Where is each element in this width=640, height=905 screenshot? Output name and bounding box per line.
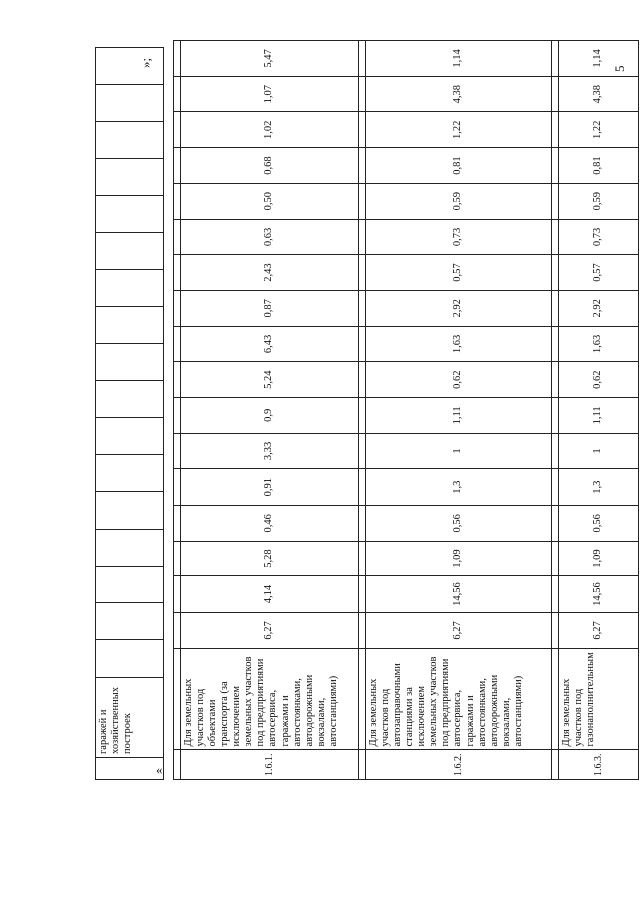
value-cell: 0,87 [181,290,359,326]
spacer-cell [552,649,559,750]
top-index-cell [96,758,164,780]
spacer-cell [552,112,559,148]
spacer-cell [552,469,559,506]
table-row [366,41,552,780]
spacer-row [174,41,181,780]
value-cell: 2,92 [366,290,552,326]
top-cell [96,48,164,85]
spacer-cell [174,362,181,398]
spacer-cell [359,750,366,780]
spacer-cell [359,362,366,398]
top-cell [96,307,164,344]
value-cell: 0,73 [366,219,552,255]
top-cell [96,567,164,603]
spacer-cell [552,326,559,362]
value-cell: 0,62 [559,362,639,398]
value-cell: 0,81 [366,148,552,184]
value-cell: 1,3 [366,469,552,506]
top-cell [96,455,164,492]
top-cell [96,270,164,307]
spacer-cell [552,148,559,184]
spacer-cell [359,148,366,184]
value-cell: 0,59 [559,183,639,219]
spacer-cell [359,612,366,649]
value-cell: 1,63 [366,326,552,362]
value-cell: 1,09 [366,541,552,576]
top-cell [96,159,164,196]
spacer-cell [359,541,366,576]
spacer-cell [552,183,559,219]
value-cell: 4,14 [181,576,359,612]
value-cell: 4,38 [559,76,639,112]
spacer-cell [552,433,559,469]
spacer-cell [359,112,366,148]
value-cell: 1,14 [559,41,639,77]
open-quote: « [156,762,163,777]
value-cell: 1,22 [559,112,639,148]
table-row [181,41,359,780]
spacer-cell [174,112,181,148]
spacer-cell [359,76,366,112]
spacer-cell [552,290,559,326]
spacer-cell [359,41,366,77]
row-index: 1.6.1. [181,750,359,780]
top-cell [96,344,164,381]
value-cell: 0,63 [181,219,359,255]
value-cell: 6,27 [559,612,639,649]
continuation-table [95,47,164,780]
top-label-cell [96,678,164,758]
value-cell: 6,27 [181,612,359,649]
value-cell: 0,56 [559,505,639,541]
value-cell: 3,33 [181,433,359,469]
value-cell: 0,62 [366,362,552,398]
value-cell: 1,11 [559,398,639,434]
spacer-cell [359,505,366,541]
spacer-cell [174,612,181,649]
top-label: гаражей и хозяйственных построек [98,686,134,754]
spacer-cell [552,398,559,434]
value-cell: 1,09 [559,541,639,576]
value-cell: 0,59 [366,183,552,219]
spacer-cell [359,398,366,434]
spacer-cell [552,612,559,649]
value-cell: 5,24 [181,362,359,398]
value-cell: 1,63 [559,326,639,362]
value-cell: 1,22 [366,112,552,148]
spacer-cell [174,398,181,434]
value-cell: 2,92 [559,290,639,326]
rotated-table-area [95,40,604,780]
value-cell: 0,57 [559,255,639,291]
spacer-cell [174,326,181,362]
spacer-cell [359,183,366,219]
value-cell: 0,50 [181,183,359,219]
spacer-cell [552,255,559,291]
value-cell: 1,11 [366,398,552,434]
spacer-cell [359,649,366,750]
spacer-cell [552,750,559,780]
value-cell: 0,68 [181,148,359,184]
value-cell: 14,56 [559,576,639,612]
spacer-cell [552,41,559,77]
value-cell: 1,3 [559,469,639,506]
spacer-cell [359,255,366,291]
spacer-cell [552,541,559,576]
spacer-cell [174,576,181,612]
value-cell: 0,91 [181,469,359,506]
spacer-cell [174,750,181,780]
top-cell [96,122,164,159]
spacer-cell [174,255,181,291]
spacer-cell [552,76,559,112]
spacer-cell [174,649,181,750]
value-cell: 0,9 [181,398,359,434]
top-cell [96,196,164,233]
row-name: Для земельных участков под автозаправочными станциями за исключением земельных участков под предприятиями автосервиса, гаражами и автостоянками, автодорожными вокзалами, автостанциями) [366,649,552,750]
spacer-cell [174,541,181,576]
value-cell: 0,57 [366,255,552,291]
spacer-cell [552,362,559,398]
spacer-cell [174,219,181,255]
top-cell [96,492,164,530]
spacer-cell [174,148,181,184]
spacer-cell [359,433,366,469]
spacer-cell [359,326,366,362]
value-cell: 1,07 [181,76,359,112]
spacer-cell [174,469,181,506]
value-cell: 1,02 [181,112,359,148]
page-number: 5 [612,65,627,72]
top-cell [96,233,164,270]
top-cell [96,381,164,418]
value-cell: 1 [366,433,552,469]
top-cell [96,85,164,122]
value-cell: 1 [559,433,639,469]
spacer-cell [359,576,366,612]
top-cell [96,640,164,678]
spacer-cell [359,219,366,255]
spacer-cell [174,290,181,326]
top-cell [96,603,164,640]
top-cell [96,530,164,567]
spacer-cell [552,505,559,541]
row-index: 1.6.3. [559,750,639,780]
value-cell: 2,43 [181,255,359,291]
spacer-cell [174,433,181,469]
spacer-row [359,41,366,780]
spacer-cell [359,469,366,506]
row-name: Для земельных участков под газонаполнительным [559,649,639,750]
close-quote: »; [138,57,153,68]
spacer-cell [174,505,181,541]
value-cell: 6,27 [366,612,552,649]
value-cell: 5,47 [181,41,359,77]
spacer-row [552,41,559,780]
spacer-cell [552,576,559,612]
spacer-cell [174,76,181,112]
spacer-cell [359,290,366,326]
value-cell: 0,46 [181,505,359,541]
spacer-cell [552,219,559,255]
spacer-cell [174,183,181,219]
spacer-cell [174,41,181,77]
value-cell: 1,14 [366,41,552,77]
table-row [559,41,639,780]
row-index: 1.6.2. [366,750,552,780]
coefficients-table [173,40,639,780]
value-cell: 0,81 [559,148,639,184]
top-cell [96,418,164,455]
value-cell: 14,56 [366,576,552,612]
value-cell: 6,43 [181,326,359,362]
row-name: Для земельных участков под объектами транспорта (за исключением земельных участков под предприятиями автосервиса, гаражами и автостоянками, автодорожными вокзалами, автостанциями) [181,649,359,750]
value-cell: 0,56 [366,505,552,541]
value-cell: 4,38 [366,76,552,112]
value-cell: 0,73 [559,219,639,255]
value-cell: 5,28 [181,541,359,576]
